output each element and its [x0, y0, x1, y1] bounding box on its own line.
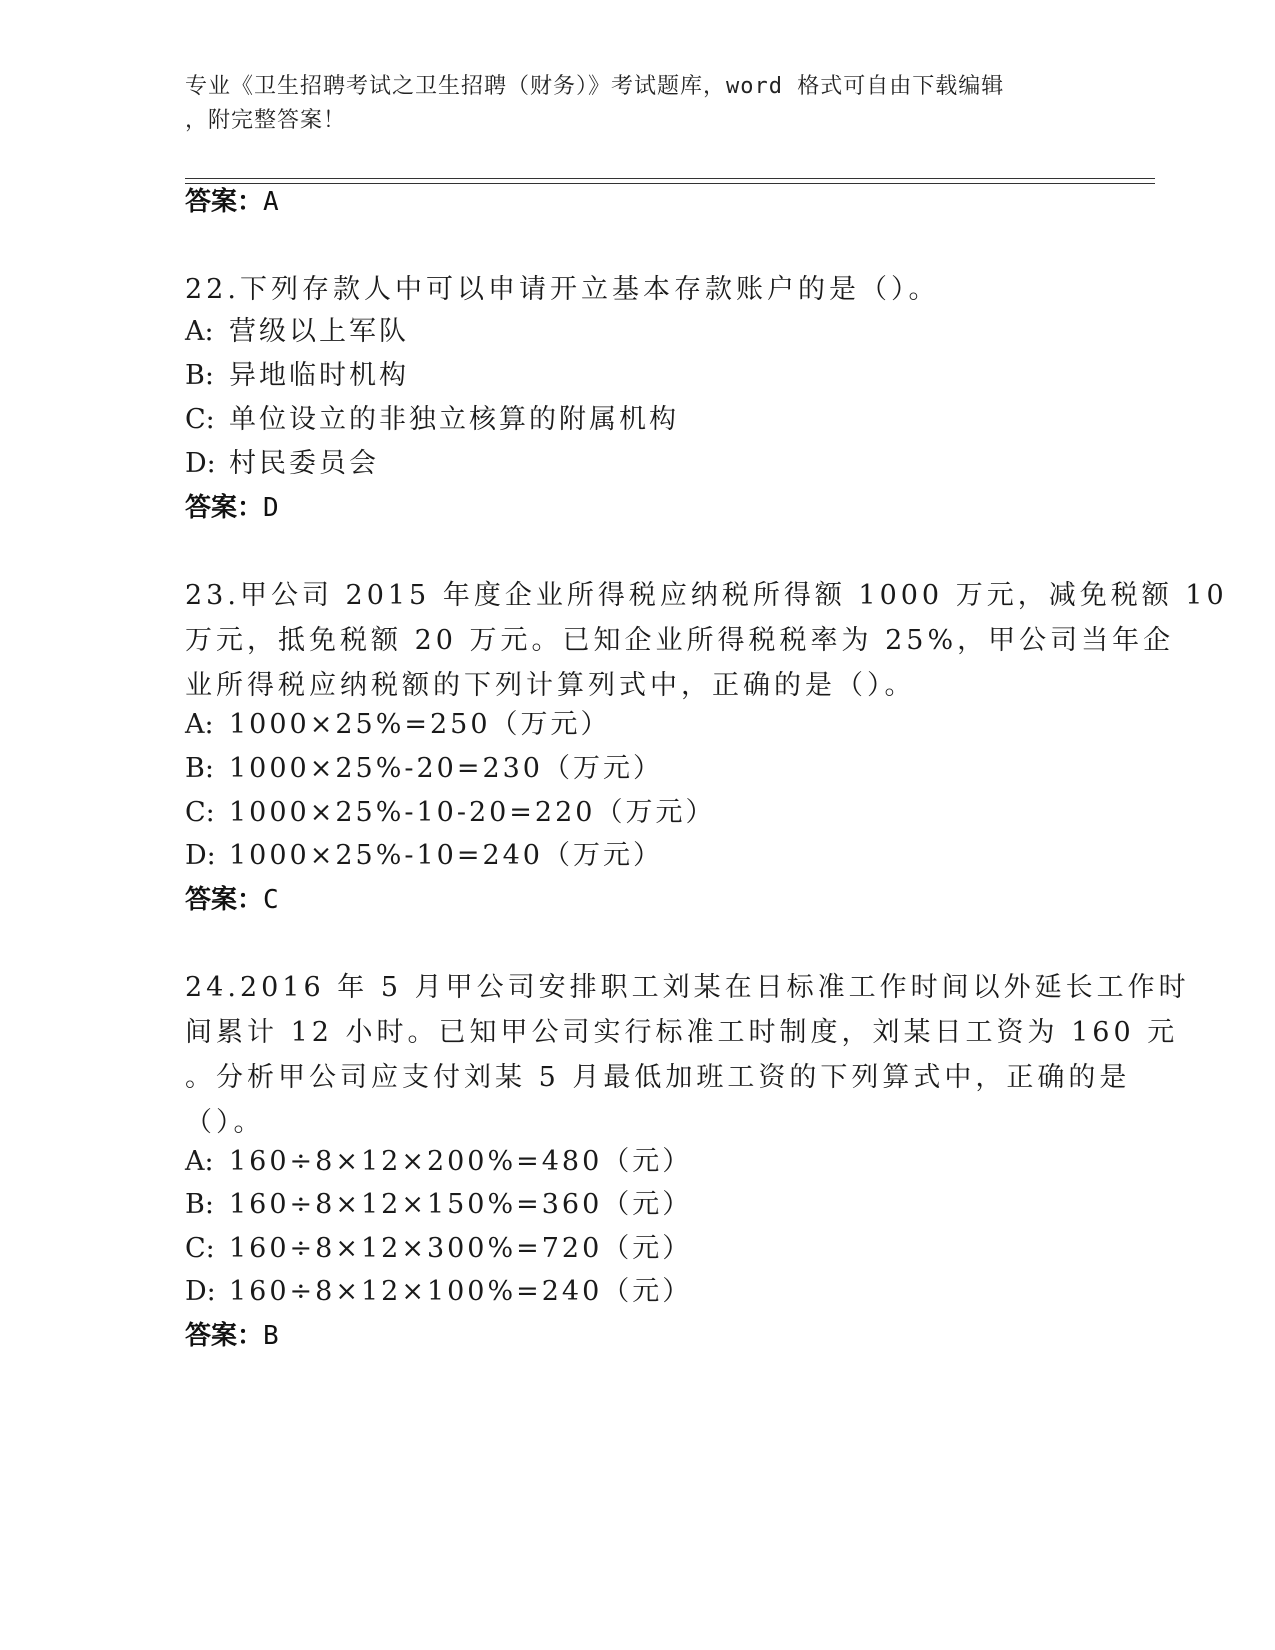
option-label: D: [185, 1276, 216, 1307]
answer-prefix: 答案： [185, 187, 264, 217]
option-a [185, 1144, 692, 1180]
option-text: 160÷8×12×150%=360（元） [229, 1189, 693, 1220]
question-line: 间累计 12 小时。已知甲公司实行标准工时制度，刘某日工资为 160 元 [185, 1017, 1179, 1048]
option-text: 160÷8×12×300%=720（元） [229, 1233, 693, 1264]
option-label: D: [185, 448, 216, 479]
option-label: C: [185, 1233, 215, 1264]
option-text: 村民委员会 [229, 448, 379, 479]
option-b [185, 358, 409, 394]
option-label: B: [185, 753, 214, 784]
option-d [185, 446, 379, 482]
option-c [185, 402, 679, 438]
option-text: 160÷8×12×100%=240（元） [229, 1276, 693, 1307]
header-line: 专业《卫生招聘考试之卫生招聘（财务）》考试题库，word 格式可自由下载编辑 [185, 74, 1005, 99]
answer-line [185, 1318, 279, 1354]
document-header [185, 70, 1085, 138]
header-line: ，附完整答案！ [185, 108, 347, 133]
option-text: 1000×25%-20=230（万元） [229, 753, 663, 784]
option-a [185, 314, 409, 350]
answer-letter: D [263, 493, 279, 523]
question-24 [185, 965, 1190, 1145]
option-text: 1000×25%-10=240（万元） [229, 840, 663, 871]
option-label: A: [185, 316, 214, 347]
option-a [185, 707, 611, 743]
option-text: 单位设立的非独立核算的附属机构 [229, 404, 679, 435]
option-label: C: [185, 404, 215, 435]
option-text: 营级以上军队 [229, 316, 409, 347]
question-line: 万元，抵免税额 20 万元。已知企业所得税税率为 25%，甲公司当年企 [185, 625, 1175, 656]
answer-prefix: 答案： [185, 885, 264, 915]
answer-prefix: 答案： [185, 1321, 264, 1351]
option-text: 160÷8×12×200%=480（元） [229, 1146, 693, 1177]
question-line: （）。 [185, 1107, 265, 1138]
option-b [185, 751, 663, 787]
option-b [185, 1187, 692, 1223]
answer-line [185, 882, 279, 918]
answer-line [185, 490, 279, 526]
option-text: 异地临时机构 [229, 360, 409, 391]
option-label: D: [185, 840, 216, 871]
answer-letter: A [263, 187, 279, 217]
answer-line [185, 184, 279, 220]
option-label: B: [185, 1189, 214, 1220]
option-label: A: [185, 1146, 214, 1177]
question-line: 23.甲公司 2015 年度企业所得税应纳税所得额 1000 万元，减免税额 10 [185, 580, 1228, 611]
option-label: C: [185, 797, 215, 828]
option-c [185, 795, 715, 831]
header-divider [185, 178, 1155, 179]
option-label: A: [185, 709, 214, 740]
header-divider [185, 183, 1155, 184]
question-23 [185, 573, 1228, 708]
option-c [185, 1231, 692, 1267]
answer-letter: B [263, 1321, 279, 1351]
option-d [185, 838, 663, 874]
option-text: 1000×25%=250（万元） [229, 709, 611, 740]
option-text: 1000×25%-10-20=220（万元） [229, 797, 716, 828]
question-line: 。分析甲公司应支付刘某 5 月最低加班工资的下列算式中，正确的是 [185, 1062, 1131, 1093]
option-d [185, 1274, 692, 1310]
option-label: B: [185, 360, 214, 391]
question-line: 24.2016 年 5 月甲公司安排职工刘某在日标准工作时间以外延长工作时 [185, 972, 1190, 1003]
answer-prefix: 答案： [185, 493, 264, 523]
answer-letter: C [263, 885, 279, 915]
question-line: 业所得税应纳税额的下列计算列式中，正确的是（）。 [185, 670, 916, 701]
question-22 [185, 267, 1085, 312]
question-line: 22.下列存款人中可以申请开立基本存款账户的是（）。 [185, 274, 940, 305]
